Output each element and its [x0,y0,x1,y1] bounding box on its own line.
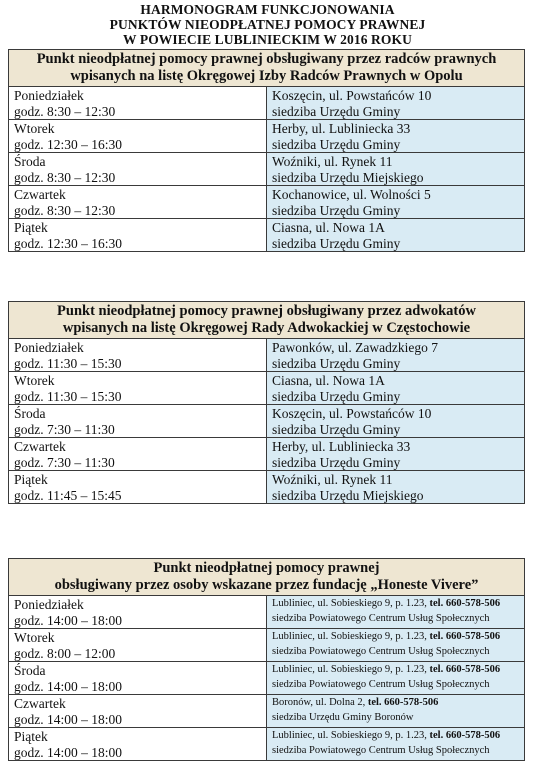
title-line-3: W POWIECIE LUBLINIECKIM W 2016 ROKU [123,32,412,47]
location-cell [267,405,525,438]
address-label: Lubliniec, ul. Sobieskiego 9, p. 1.23, [272,631,427,642]
phone-label: tel. 660-578-506 [429,664,501,675]
hours-label: godz. 12:30 – 16:30 [14,235,122,251]
title-line-1: HARMONOGRAM FUNKCJONOWANIA [140,2,395,17]
day-cell [9,662,267,695]
table-header [9,50,525,87]
address-label: Woźniki, ul. Rynek 11 [272,472,393,487]
table-header-row [9,302,525,339]
table-header-line-2: obsługiwany przez osoby wskazane przez fundację „Honeste Vivere” [54,577,479,593]
address-label: Kochanowice, ul. Wolności 5 [272,187,431,202]
hours-label: godz. 7:30 – 11:30 [14,454,115,470]
table-row [9,662,525,695]
location-cell [267,186,525,219]
office-label: siedziba Urzędu Gminy [272,235,401,251]
address-label: Herby, ul. Lubliniecka 33 [272,439,411,454]
day-cell [9,471,267,504]
phone-label: tel. 660-578-506 [429,631,501,642]
day-label: Środa [14,406,46,421]
day-label: Czwartek [14,187,66,202]
schedule-table-legal-advisers [8,49,525,252]
address-label: Herby, ul. Lubliniecka 33 [272,121,411,136]
day-cell [9,120,267,153]
hours-label: godz. 14:00 – 18:00 [14,612,122,628]
address-label: Koszęcin, ul. Powstańców 10 [272,88,432,103]
day-label: Środa [14,154,46,169]
day-cell [9,695,267,728]
day-label: Wtorek [14,630,55,645]
table-header-line-1: Punkt nieodpłatnej pomocy prawnej [153,560,380,576]
day-cell [9,87,267,120]
address-line [272,696,519,711]
day-label: Piątek [14,472,48,487]
address-line [272,630,519,645]
address-label: Ciasna, ul. Nowa 1A [272,373,385,388]
location-cell [267,219,525,252]
office-label: siedziba Urzędu Gminy Boronów [272,711,414,723]
day-cell [9,405,267,438]
hours-label: godz. 8:30 – 12:30 [14,169,116,185]
address-label: Woźniki, ul. Rynek 11 [272,154,393,169]
location-cell [267,153,525,186]
day-cell [9,728,267,761]
phone-label: tel. 660-578-506 [429,730,501,741]
location-cell [267,87,525,120]
table-header [9,302,525,339]
office-label: siedziba Powiatowego Centrum Usług Społecznych [272,645,490,657]
location-cell [267,662,525,695]
day-cell [9,339,267,372]
hours-label: godz. 8:30 – 12:30 [14,202,116,218]
location-cell [267,120,525,153]
table-row [9,695,525,728]
table-header-line-2: wpisanych na listę Okręgowej Izby Radców Prawnych w Opolu [70,68,463,84]
office-label: siedziba Powiatowego Centrum Usług Społecznych [272,744,490,756]
day-label: Piątek [14,729,48,744]
office-label: siedziba Urzędu Gminy [272,421,401,437]
hours-label: godz. 12:30 – 16:30 [14,136,122,152]
table-header-line-2: wpisanych na listę Okręgowej Rady Adwokackiej w Częstochowie [62,320,471,336]
table-row [9,405,525,438]
document-title [0,2,535,47]
schedule-table-foundation [8,558,525,761]
table-row [9,120,525,153]
day-cell [9,186,267,219]
day-label: Piątek [14,220,48,235]
address-label: Koszęcin, ul. Powstańców 10 [272,406,432,421]
day-label: Środa [14,663,46,678]
office-label: siedziba Powiatowego Centrum Usług Społecznych [272,612,490,624]
table-header-line-1: Punkt nieodpłatnej pomocy prawnej obsługiwany przez radców prawnych [36,51,497,67]
address-label: Ciasna, ul. Nowa 1A [272,220,385,235]
hours-label: godz. 11:45 – 15:45 [14,487,122,503]
address-line [272,729,519,744]
day-cell [9,596,267,629]
day-label: Poniedziałek [14,340,84,355]
day-label: Wtorek [14,373,55,388]
office-label: siedziba Urzędu Gminy [272,355,401,371]
address-line [272,597,519,612]
table-row [9,728,525,761]
schedule-table-advocates [8,301,525,504]
table-header-row [9,559,525,596]
day-cell [9,372,267,405]
day-label: Czwartek [14,696,66,711]
location-cell [267,629,525,662]
location-cell [267,372,525,405]
location-cell [267,471,525,504]
office-label: siedziba Urzędu Miejskiego [272,169,424,185]
table-row [9,219,525,252]
table-header-row [9,50,525,87]
table-row [9,153,525,186]
hours-label: godz. 8:30 – 12:30 [14,103,116,119]
hours-label: godz. 11:30 – 15:30 [14,355,122,371]
office-label: siedziba Urzędu Miejskiego [272,487,424,503]
table-row [9,87,525,120]
office-label: siedziba Urzędu Gminy [272,103,401,119]
location-cell [267,695,525,728]
office-label: siedziba Urzędu Gminy [272,454,401,470]
table-header-line-1: Punkt nieodpłatnej pomocy prawnej obsługiwany przez adwokatów [57,303,476,319]
day-label: Poniedziałek [14,88,84,103]
day-label: Poniedziałek [14,597,84,612]
phone-label: tel. 660-578-506 [367,697,439,708]
day-cell [9,219,267,252]
table-header [9,559,525,596]
office-label: siedziba Urzędu Gminy [272,136,401,152]
location-cell [267,339,525,372]
day-cell [9,629,267,662]
location-cell [267,596,525,629]
hours-label: godz. 14:00 – 18:00 [14,678,122,694]
office-label: siedziba Powiatowego Centrum Usług Społecznych [272,678,490,690]
address-label: Lubliniec, ul. Sobieskiego 9, p. 1.23, [272,598,427,609]
address-line [272,663,519,678]
table-row [9,629,525,662]
phone-label: tel. 660-578-506 [429,598,501,609]
hours-label: godz. 8:00 – 12:00 [14,645,116,661]
location-cell [267,438,525,471]
title-line-2: PUNKTÓW NIEODPŁATNEJ POMOCY PRAWNEJ [109,17,426,32]
address-label: Lubliniec, ul. Sobieskiego 9, p. 1.23, [272,730,427,741]
location-cell [267,728,525,761]
table-row [9,471,525,504]
address-label: Pawonków, ul. Zawadzkiego 7 [272,340,438,355]
address-label: Boronów, ul. Dolna 2, [272,697,366,708]
table-row [9,596,525,629]
address-label: Lubliniec, ul. Sobieskiego 9, p. 1.23, [272,664,427,675]
hours-label: godz. 11:30 – 15:30 [14,388,122,404]
day-label: Wtorek [14,121,55,136]
hours-label: godz. 14:00 – 18:00 [14,711,122,727]
hours-label: godz. 14:00 – 18:00 [14,744,122,760]
table-row [9,372,525,405]
day-cell [9,438,267,471]
office-label: siedziba Urzędu Gminy [272,202,401,218]
day-cell [9,153,267,186]
table-row [9,339,525,372]
table-row [9,186,525,219]
day-label: Czwartek [14,439,66,454]
office-label: siedziba Urzędu Gminy [272,388,401,404]
table-row [9,438,525,471]
hours-label: godz. 7:30 – 11:30 [14,421,115,437]
